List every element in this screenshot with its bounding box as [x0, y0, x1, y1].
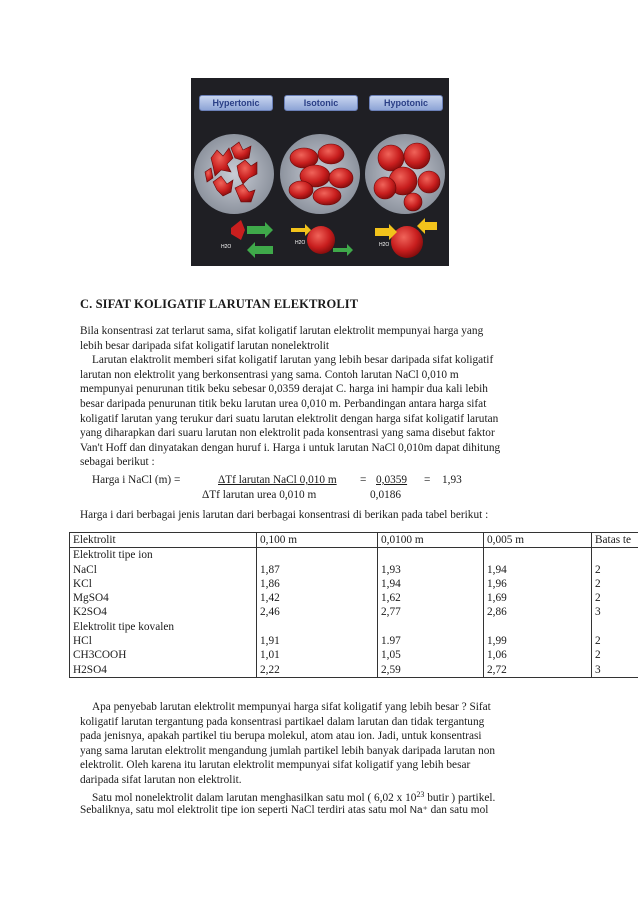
text-line: daripada sifat larutan non elektrolit. [80, 773, 242, 786]
text-line: Apa penyebab larutan elektrolit mempunyai harga sifat koligatif yang lebih besar ? Sifat [92, 701, 491, 713]
table-row [70, 548, 638, 678]
label-hypertonic: Hypertonic [199, 95, 273, 111]
rbc-tonicity-figure [191, 78, 449, 266]
formula-numerator: ΔTf larutan NaCl 0,010 m [218, 474, 337, 486]
paragraph-intro [80, 324, 500, 470]
cell: 1,93 [381, 563, 401, 576]
cell: KCl [73, 577, 92, 590]
cell: CH3COOH [73, 649, 127, 662]
group-title: Elektrolit tipe ion [73, 549, 153, 562]
cell: 2,77 [381, 606, 401, 619]
cell: 1,01 [260, 649, 280, 662]
cell: 1,06 [487, 649, 507, 662]
cell: 2,22 [260, 663, 280, 676]
table-intro: Harga i dari berbagai jenis larutan dari berbagai konsentrasi di berikan pada tabel berikut : [80, 509, 489, 521]
col-header: 0,0100 m [378, 533, 484, 548]
text-line: koligatif larutan tergantung pada konsentrasi partikael dalam larutan dan tidak tergantung [80, 715, 485, 728]
h2o-label-3: H2O [379, 242, 390, 248]
cell: 1.97 [381, 635, 401, 648]
text-line: larutan non elektrolit yang berkonsentrasi yang sama. Contoh larutan NaCl 0,010 m [80, 368, 459, 381]
cell: 1,62 [381, 592, 401, 605]
col-header: 0,005 m [484, 533, 592, 548]
formula-eq1: = [360, 474, 367, 486]
text-line: Satu mol nonelektrolit dalam larutan menghasilkan satu mol ( 6,02 x $10^{23}$ butir ) partikel. [92, 790, 496, 804]
text-line: sebagai berikut : [80, 456, 155, 469]
cell: 1,94 [381, 577, 401, 590]
col-header: Batas te [592, 533, 638, 548]
text-line: Sebaliknya, satu mol elektrolit tipe ion seperti NaCl terdiri atas satu mol Na⁺ dan satu mol [80, 803, 489, 816]
cell: 1,69 [487, 592, 507, 605]
text-line: koligatif larutan yang terukur dari suatu larutan elektrolit dengan harga sifat koligatif larutan [80, 412, 499, 425]
cell: 3 [595, 663, 601, 676]
cell: 1,99 [487, 635, 507, 648]
cell: MgSO4 [73, 592, 109, 605]
label-isotonic: Isotonic [284, 95, 358, 111]
cell: 2,46 [260, 606, 280, 619]
sodium-ion: Na⁺ [409, 804, 428, 816]
exponent: 23 [416, 790, 425, 799]
cell: 1,05 [381, 649, 401, 662]
cell: 3 [595, 606, 601, 619]
cell: 2 [595, 577, 601, 590]
section-heading: C. SIFAT KOLIGATIF LARUTAN ELEKTROLIT [80, 297, 359, 311]
text-line: Van't Hoff dan dinyatakan dengan huruf i. Harga i untuk larutan NaCl 0,010m dapat dihitung [80, 441, 501, 454]
text-line: yang sama larutan elektrolit mengandung jumlah partikel lebih banyak daripada larutan non [80, 744, 496, 757]
group-title: Elektrolit tipe kovalen [73, 620, 175, 633]
osmosis-arrows [231, 218, 437, 258]
cell: 1,87 [260, 563, 280, 576]
cell: 1,91 [260, 635, 280, 648]
cell: 1,96 [487, 577, 507, 590]
vant-hoff-table [69, 532, 638, 678]
cell: 1,86 [260, 577, 280, 590]
text-line: besar daripada penurunan titik beku larutan urea 0,010 m. Perbandingan antara harga sifat [80, 397, 487, 410]
label-hypotonic: Hypotonic [369, 95, 443, 111]
cell: 2 [595, 592, 601, 605]
cell: K2SO4 [73, 606, 107, 619]
cell: 2 [595, 649, 601, 662]
paragraph-mole [80, 788, 495, 817]
text-line: elektrolit. Oleh karena itu larutan elektrolit mempunyai sifat koligatif yang lebih besar [80, 759, 471, 772]
formula-prefix: Harga i NaCl (m) = [92, 474, 181, 486]
cell: 2,72 [487, 663, 507, 676]
text-line: mempunyai penurunan titik beku sebesar 0,0359 derajat C. harga ini hampir dua kali lebih [80, 383, 488, 396]
formula-num-value: 0,0359 [376, 474, 408, 486]
col-header: Elektrolit [70, 533, 257, 548]
cell: H2SO4 [73, 663, 107, 676]
col-header: 0,100 m [257, 533, 378, 548]
text-line: pada jenisnya, apakah partikel tiu berupa molekul, atom atau ion. Jadi, untuk konsentrasi [80, 730, 482, 743]
formula-den-value: 0,0186 [370, 489, 402, 501]
h2o-label-2: H2O [295, 240, 306, 246]
formula-result: 1,93 [442, 474, 462, 486]
text-line: lebih besar daripada sifat koligatif larutan nonelektrolit [80, 339, 330, 352]
h2o-label-1: H2O [221, 244, 232, 250]
cell: 2,86 [487, 606, 507, 619]
cell: 1,94 [487, 563, 507, 576]
cell: 2 [595, 563, 601, 576]
paragraph-explanation [80, 700, 495, 788]
text-line: Larutan elaktrolit memberi sifat koligatif larutan yang lebih besar daripada sifat koligatif [92, 354, 494, 367]
cell: 2,59 [381, 663, 401, 676]
text-line: Bila konsentrasi zat terlarut sama, sifat koligatif larutan elektrolit mempunyai harga yang [80, 325, 484, 337]
cell: HCl [73, 635, 92, 648]
cell: NaCl [73, 563, 97, 576]
table-header-row [70, 533, 638, 548]
text-line: yang diharapkan dari suaru larutan non elektrolit pada konsentrasi yang sama disebut faktor [80, 427, 495, 440]
cell: 1,42 [260, 592, 280, 605]
formula-denominator: ΔTf larutan urea 0,010 m [202, 489, 317, 501]
h2o-labels [221, 240, 389, 250]
cell: 2 [595, 635, 601, 648]
formula-eq2: = [424, 474, 431, 486]
